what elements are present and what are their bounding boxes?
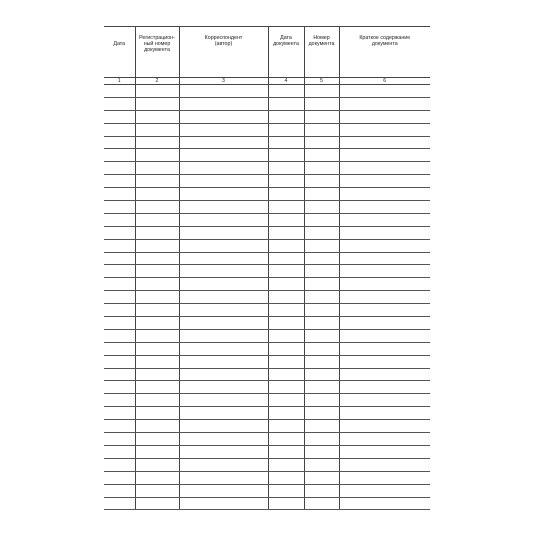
table-cell[interactable] bbox=[179, 136, 268, 149]
column-numbers-row bbox=[104, 78, 430, 85]
table-cell[interactable] bbox=[135, 239, 179, 252]
table-cell[interactable] bbox=[304, 420, 339, 433]
table-cell[interactable] bbox=[179, 407, 268, 420]
table-cell[interactable] bbox=[179, 433, 268, 446]
table-cell[interactable] bbox=[304, 201, 339, 214]
table-cell[interactable] bbox=[135, 458, 179, 471]
table-cell[interactable] bbox=[135, 471, 179, 484]
table-cell[interactable] bbox=[268, 458, 304, 471]
column-header-registration-number: Регистрацион- ный номер документа bbox=[135, 27, 179, 78]
table-row bbox=[104, 368, 430, 381]
table-cell[interactable] bbox=[104, 317, 135, 330]
table-cell[interactable] bbox=[339, 407, 430, 420]
table-row bbox=[104, 381, 430, 394]
table-row bbox=[104, 213, 430, 226]
table-cell[interactable] bbox=[135, 123, 179, 136]
table-cell[interactable] bbox=[268, 304, 304, 317]
table-cell[interactable] bbox=[339, 110, 430, 123]
table-cell[interactable] bbox=[179, 188, 268, 201]
table-row bbox=[104, 407, 430, 420]
table-cell[interactable] bbox=[268, 420, 304, 433]
table-row bbox=[104, 484, 430, 497]
table-cell[interactable] bbox=[135, 149, 179, 162]
table-cell[interactable] bbox=[135, 497, 179, 510]
table-cell[interactable] bbox=[304, 123, 339, 136]
table-cell[interactable] bbox=[179, 342, 268, 355]
table-cell[interactable] bbox=[304, 239, 339, 252]
table-cell[interactable] bbox=[339, 201, 430, 214]
table-cell[interactable] bbox=[339, 484, 430, 497]
table-cell[interactable] bbox=[179, 497, 268, 510]
register-page bbox=[104, 26, 430, 496]
table-cell[interactable] bbox=[304, 278, 339, 291]
table-cell[interactable] bbox=[339, 123, 430, 136]
table-cell[interactable] bbox=[268, 342, 304, 355]
table-cell[interactable] bbox=[339, 188, 430, 201]
table-cell[interactable] bbox=[339, 342, 430, 355]
table-cell[interactable] bbox=[135, 329, 179, 342]
table-cell[interactable] bbox=[268, 278, 304, 291]
table-cell[interactable] bbox=[135, 394, 179, 407]
table-cell[interactable] bbox=[339, 420, 430, 433]
column-header-document-date: Дата документа bbox=[268, 27, 304, 78]
table-cell[interactable] bbox=[304, 291, 339, 304]
table-row bbox=[104, 136, 430, 149]
table-header bbox=[104, 27, 430, 85]
table-cell[interactable] bbox=[104, 149, 135, 162]
table-row bbox=[104, 471, 430, 484]
table-cell[interactable] bbox=[104, 433, 135, 446]
table-row bbox=[104, 278, 430, 291]
table-cell[interactable] bbox=[268, 110, 304, 123]
table-cell[interactable] bbox=[304, 85, 339, 98]
column-header-correspondent: Корреспондент (автор) bbox=[179, 27, 268, 78]
table-cell[interactable] bbox=[179, 123, 268, 136]
table-cell[interactable] bbox=[135, 355, 179, 368]
table-cell[interactable] bbox=[179, 381, 268, 394]
table-row bbox=[104, 291, 430, 304]
table-cell[interactable] bbox=[135, 188, 179, 201]
table-cell[interactable] bbox=[179, 329, 268, 342]
table-row bbox=[104, 329, 430, 342]
table-cell[interactable] bbox=[104, 123, 135, 136]
table-cell[interactable] bbox=[104, 162, 135, 175]
table-cell[interactable] bbox=[104, 213, 135, 226]
table-row bbox=[104, 304, 430, 317]
table-cell[interactable] bbox=[268, 407, 304, 420]
table-cell[interactable] bbox=[104, 201, 135, 214]
column-header-date: Дата bbox=[104, 27, 135, 78]
table-cell[interactable] bbox=[104, 355, 135, 368]
table-row bbox=[104, 265, 430, 278]
column-number: 5 bbox=[304, 78, 339, 85]
table-cell[interactable] bbox=[304, 136, 339, 149]
table-cell[interactable] bbox=[104, 85, 135, 98]
table-cell[interactable] bbox=[104, 278, 135, 291]
table-cell[interactable] bbox=[104, 381, 135, 394]
table-cell[interactable] bbox=[135, 304, 179, 317]
table-cell[interactable] bbox=[268, 252, 304, 265]
table-cell[interactable] bbox=[135, 97, 179, 110]
table-cell[interactable] bbox=[339, 175, 430, 188]
table-cell[interactable] bbox=[268, 394, 304, 407]
table-cell[interactable] bbox=[339, 329, 430, 342]
table-cell[interactable] bbox=[304, 175, 339, 188]
table-cell[interactable] bbox=[268, 97, 304, 110]
table-cell[interactable] bbox=[304, 458, 339, 471]
table-cell[interactable] bbox=[268, 239, 304, 252]
table-cell[interactable] bbox=[104, 445, 135, 458]
table-cell[interactable] bbox=[135, 433, 179, 446]
table-cell[interactable] bbox=[179, 484, 268, 497]
table-row bbox=[104, 342, 430, 355]
table-cell[interactable] bbox=[104, 175, 135, 188]
table-row bbox=[104, 97, 430, 110]
table-cell[interactable] bbox=[268, 123, 304, 136]
table-cell[interactable] bbox=[339, 471, 430, 484]
table-cell[interactable] bbox=[339, 394, 430, 407]
table-cell[interactable] bbox=[104, 136, 135, 149]
table-row bbox=[104, 420, 430, 433]
table-cell[interactable] bbox=[104, 304, 135, 317]
table-cell[interactable] bbox=[179, 226, 268, 239]
table-cell[interactable] bbox=[304, 433, 339, 446]
table-row bbox=[104, 162, 430, 175]
table-cell[interactable] bbox=[268, 368, 304, 381]
table-cell[interactable] bbox=[304, 368, 339, 381]
table-cell[interactable] bbox=[304, 317, 339, 330]
table-row bbox=[104, 149, 430, 162]
table-cell[interactable] bbox=[104, 188, 135, 201]
table-cell[interactable] bbox=[135, 162, 179, 175]
table-cell[interactable] bbox=[179, 162, 268, 175]
table-cell[interactable] bbox=[339, 304, 430, 317]
table-cell[interactable] bbox=[268, 265, 304, 278]
table-cell[interactable] bbox=[268, 213, 304, 226]
table-cell[interactable] bbox=[268, 317, 304, 330]
table-cell[interactable] bbox=[268, 85, 304, 98]
table-cell[interactable] bbox=[268, 471, 304, 484]
table-cell[interactable] bbox=[304, 445, 339, 458]
table-cell[interactable] bbox=[135, 368, 179, 381]
table-cell[interactable] bbox=[104, 226, 135, 239]
column-number: 2 bbox=[135, 78, 179, 85]
table-cell[interactable] bbox=[104, 291, 135, 304]
table-cell[interactable] bbox=[339, 265, 430, 278]
table-cell[interactable] bbox=[135, 85, 179, 98]
table-cell[interactable] bbox=[339, 136, 430, 149]
table-cell[interactable] bbox=[179, 445, 268, 458]
table-cell[interactable] bbox=[179, 97, 268, 110]
table-row bbox=[104, 110, 430, 123]
table-cell[interactable] bbox=[135, 484, 179, 497]
table-cell[interactable] bbox=[268, 329, 304, 342]
table-cell[interactable] bbox=[304, 497, 339, 510]
table-cell[interactable] bbox=[104, 110, 135, 123]
table-cell[interactable] bbox=[268, 136, 304, 149]
table-cell[interactable] bbox=[104, 265, 135, 278]
table-cell[interactable] bbox=[135, 136, 179, 149]
table-cell[interactable] bbox=[304, 471, 339, 484]
table-cell[interactable] bbox=[179, 471, 268, 484]
table-cell[interactable] bbox=[339, 433, 430, 446]
table-row bbox=[104, 458, 430, 471]
table-cell[interactable] bbox=[268, 175, 304, 188]
table-cell[interactable] bbox=[268, 291, 304, 304]
table-cell[interactable] bbox=[135, 265, 179, 278]
table-row bbox=[104, 317, 430, 330]
table-cell[interactable] bbox=[104, 458, 135, 471]
table-cell[interactable] bbox=[135, 201, 179, 214]
table-cell[interactable] bbox=[268, 497, 304, 510]
table-cell[interactable] bbox=[179, 420, 268, 433]
table-cell[interactable] bbox=[268, 162, 304, 175]
table-cell[interactable] bbox=[268, 433, 304, 446]
table-cell[interactable] bbox=[304, 97, 339, 110]
table-cell[interactable] bbox=[339, 445, 430, 458]
table-cell[interactable] bbox=[339, 458, 430, 471]
table-cell[interactable] bbox=[304, 265, 339, 278]
table-cell[interactable] bbox=[304, 226, 339, 239]
table-cell[interactable] bbox=[339, 85, 430, 98]
column-number: 1 bbox=[104, 78, 135, 85]
table-cell[interactable] bbox=[268, 188, 304, 201]
table-cell[interactable] bbox=[339, 226, 430, 239]
table-cell[interactable] bbox=[339, 149, 430, 162]
table-cell[interactable] bbox=[179, 304, 268, 317]
table-cell[interactable] bbox=[268, 149, 304, 162]
table-cell[interactable] bbox=[135, 291, 179, 304]
column-header-summary: Краткое содержание документа bbox=[339, 27, 430, 78]
table-cell[interactable] bbox=[339, 368, 430, 381]
table-row bbox=[104, 355, 430, 368]
table-cell[interactable] bbox=[179, 265, 268, 278]
table-cell[interactable] bbox=[104, 484, 135, 497]
table-cell[interactable] bbox=[104, 471, 135, 484]
column-header-document-number: Номер документа bbox=[304, 27, 339, 78]
table-cell[interactable] bbox=[304, 149, 339, 162]
table-cell[interactable] bbox=[304, 407, 339, 420]
table-cell[interactable] bbox=[104, 329, 135, 342]
table-cell[interactable] bbox=[104, 239, 135, 252]
table-cell[interactable] bbox=[135, 445, 179, 458]
table-cell[interactable] bbox=[179, 149, 268, 162]
table-cell[interactable] bbox=[104, 97, 135, 110]
table-row bbox=[104, 201, 430, 214]
table-row bbox=[104, 433, 430, 446]
table-cell[interactable] bbox=[304, 304, 339, 317]
table-cell[interactable] bbox=[104, 407, 135, 420]
table-cell[interactable] bbox=[135, 252, 179, 265]
table-cell[interactable] bbox=[339, 381, 430, 394]
table-row bbox=[104, 497, 430, 510]
table-row bbox=[104, 252, 430, 265]
table-row bbox=[104, 123, 430, 136]
table-cell[interactable] bbox=[304, 188, 339, 201]
table-cell[interactable] bbox=[339, 317, 430, 330]
table-cell[interactable] bbox=[179, 213, 268, 226]
table-cell[interactable] bbox=[339, 497, 430, 510]
table-cell[interactable] bbox=[179, 110, 268, 123]
table-cell[interactable] bbox=[339, 97, 430, 110]
table-cell[interactable] bbox=[304, 394, 339, 407]
column-number: 3 bbox=[179, 78, 268, 85]
table-cell[interactable] bbox=[268, 201, 304, 214]
table-cell[interactable] bbox=[135, 342, 179, 355]
table-cell[interactable] bbox=[268, 226, 304, 239]
table-cell[interactable] bbox=[268, 355, 304, 368]
table-cell[interactable] bbox=[339, 239, 430, 252]
table-cell[interactable] bbox=[179, 278, 268, 291]
table-cell[interactable] bbox=[135, 407, 179, 420]
table-cell[interactable] bbox=[304, 110, 339, 123]
table-cell[interactable] bbox=[304, 329, 339, 342]
table-cell[interactable] bbox=[135, 420, 179, 433]
table-cell[interactable] bbox=[304, 252, 339, 265]
table-row bbox=[104, 239, 430, 252]
table-cell[interactable] bbox=[104, 342, 135, 355]
table-cell[interactable] bbox=[339, 278, 430, 291]
table-cell[interactable] bbox=[179, 239, 268, 252]
table-cell[interactable] bbox=[339, 355, 430, 368]
table-cell[interactable] bbox=[304, 381, 339, 394]
table-cell[interactable] bbox=[104, 420, 135, 433]
table-cell[interactable] bbox=[339, 291, 430, 304]
table-cell[interactable] bbox=[268, 484, 304, 497]
table-cell[interactable] bbox=[268, 445, 304, 458]
table-row bbox=[104, 85, 430, 98]
column-number: 4 bbox=[268, 78, 304, 85]
table-cell[interactable] bbox=[135, 278, 179, 291]
table-cell[interactable] bbox=[339, 252, 430, 265]
table-cell[interactable] bbox=[135, 213, 179, 226]
table-cell[interactable] bbox=[179, 394, 268, 407]
table-cell[interactable] bbox=[135, 110, 179, 123]
table-cell[interactable] bbox=[179, 85, 268, 98]
table-cell[interactable] bbox=[104, 252, 135, 265]
table-cell[interactable] bbox=[304, 213, 339, 226]
table-cell[interactable] bbox=[104, 394, 135, 407]
table-cell[interactable] bbox=[179, 317, 268, 330]
table-cell[interactable] bbox=[304, 484, 339, 497]
table-cell[interactable] bbox=[135, 381, 179, 394]
table-cell[interactable] bbox=[135, 226, 179, 239]
table-cell[interactable] bbox=[179, 175, 268, 188]
table-row bbox=[104, 175, 430, 188]
table-cell[interactable] bbox=[268, 381, 304, 394]
table-cell[interactable] bbox=[304, 162, 339, 175]
table-cell[interactable] bbox=[104, 368, 135, 381]
table-cell[interactable] bbox=[179, 252, 268, 265]
table-row bbox=[104, 394, 430, 407]
table-cell[interactable] bbox=[179, 291, 268, 304]
table-cell[interactable] bbox=[104, 497, 135, 510]
table-cell[interactable] bbox=[179, 201, 268, 214]
table-cell[interactable] bbox=[179, 458, 268, 471]
table-cell[interactable] bbox=[339, 213, 430, 226]
table-cell[interactable] bbox=[179, 368, 268, 381]
column-number: 6 bbox=[339, 78, 430, 85]
table-row bbox=[104, 445, 430, 458]
table-row bbox=[104, 188, 430, 201]
table-row bbox=[104, 226, 430, 239]
table-cell[interactable] bbox=[135, 175, 179, 188]
document-register-table bbox=[104, 26, 430, 510]
table-body bbox=[104, 85, 430, 510]
table-cell[interactable] bbox=[135, 317, 179, 330]
table-cell[interactable] bbox=[339, 162, 430, 175]
table-cell[interactable] bbox=[179, 355, 268, 368]
column-titles-row bbox=[104, 27, 430, 78]
table-cell[interactable] bbox=[304, 342, 339, 355]
table-cell[interactable] bbox=[304, 355, 339, 368]
